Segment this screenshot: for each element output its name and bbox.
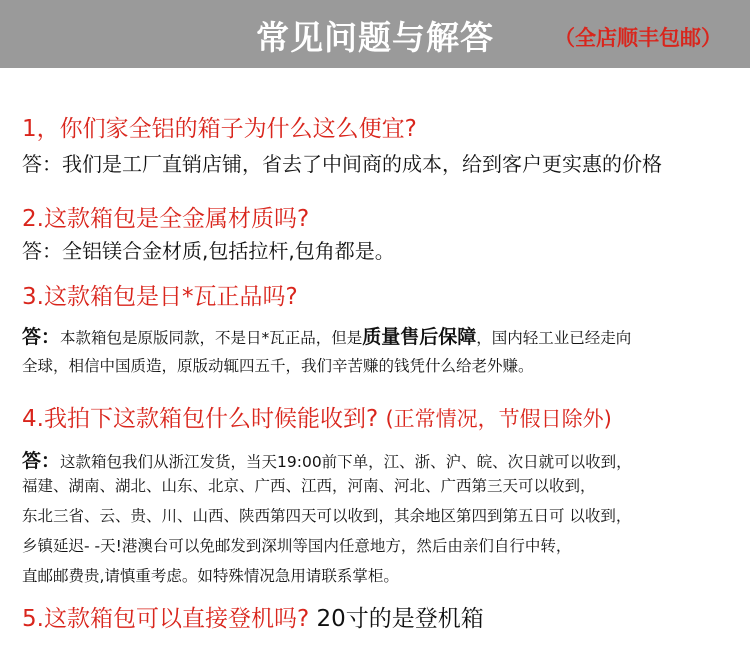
answer-inline: 20寸的是登机箱 — [316, 606, 484, 632]
header-banner — [0, 0, 750, 68]
answer-text: ，国内轻工业已经走向 — [476, 329, 632, 347]
faq-question-4 — [22, 400, 612, 433]
page-title: 常见问题与解答 — [256, 18, 494, 57]
answer-lead: 答： — [22, 450, 61, 472]
question-text: 5.这款箱包可以直接登机吗? — [22, 606, 310, 632]
faq-answer-2: 答：全铝镁合金材质,包括拉杆,包角都是。 — [22, 239, 395, 263]
free-shipping-tag: （全店顺丰包邮） — [554, 26, 722, 50]
faq-answer-3-line-1 — [22, 322, 631, 349]
answer-emphasis: 质量售后保障 — [362, 326, 477, 348]
faq-question-1: 1，你们家全铝的箱子为什么这么便宜? — [22, 116, 417, 142]
question-text: 4.我拍下这款箱包什么时候能收到? — [22, 406, 379, 432]
faq-answer-1: 答：我们是工厂直销店铺，省去了中间商的成本，给到客户更实惠的价格 — [22, 152, 662, 176]
faq-answer-4-line-4: 乡镇延迟- -天!港澳台可以免邮发到深圳等国内任意地方，然后由亲们自行中转， — [22, 537, 572, 555]
answer-text: 这款箱包我们从浙江发货，当天19:00前下单，江、浙、沪、皖、次日就可以收到， — [60, 453, 632, 471]
faq-question-2: 2.这款箱包是全金属材质吗? — [22, 206, 310, 232]
faq-question-3: 3.这款箱包是日*瓦正品吗? — [22, 284, 298, 310]
answer-lead: 答： — [22, 326, 61, 348]
faq-answer-4-line-3: 东北三省、云、贵、川、山西、陕西第四天可以收到，其余地区第四到第五日可 以收到， — [22, 507, 632, 525]
faq-answer-4-line-5: 直邮邮费贵,请慎重考虑。如特殊情况急用请联系掌柜。 — [22, 567, 399, 585]
faq-question-5 — [22, 600, 484, 633]
faq-answer-4-line-1 — [22, 446, 632, 473]
answer-text: 本款箱包是原版同款，不是日*瓦正品，但是 — [60, 329, 363, 347]
question-note: (正常情况，节假日除外) — [385, 407, 612, 431]
faq-answer-4-line-2: 福建、湖南、湖北、山东、北京、广西、江西，河南、河北、广西第三天可以收到， — [22, 477, 596, 495]
faq-answer-3-line-2: 全球，相信中国质造，原版动辄四五千，我们辛苦赚的钱凭什么给老外赚。 — [22, 357, 534, 375]
